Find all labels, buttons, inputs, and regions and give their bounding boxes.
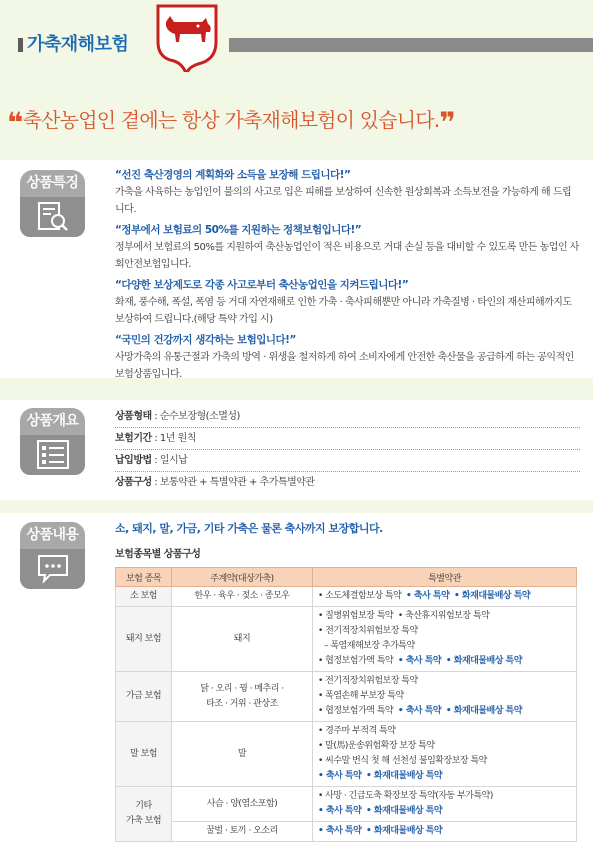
table-cell-category: 소 보험 — [116, 587, 172, 607]
feature-body: 가축을 사육하는 농업인이 불의의 사고로 입은 피해를 보상하여 신속한 원상회복과 소득보전을 가능하게 해 드립니다. — [115, 187, 572, 215]
overview-label: 납입방법 — [115, 455, 152, 466]
overview-value: : 일시납 — [151, 455, 188, 466]
overview-label: 상품구성 — [115, 477, 152, 488]
overview-row — [115, 472, 580, 493]
contents-headline: 소, 돼지, 말, 가금, 기타 가축은 물론 축사까지 보장합니다. — [115, 522, 383, 535]
table-cell-category: 돼지 보험 — [116, 607, 172, 672]
product-table — [115, 567, 577, 842]
overview-label: 보험기간 — [115, 433, 152, 444]
table-header: 주계약(대상가축) — [172, 568, 313, 587]
table-cell-riders: • 경주마 부적격 특약 • 말(馬)운송위험확장 보장 특약 • 씨수말 번식 첫 해 선천성 불임확장보장 특약 • 축사 특약 • 화재대물배상 특약 — [313, 722, 577, 787]
table-cell-riders: • 질병위험보장 특약 • 축산휴지위험보장 특약 • 전기적장치위험보장 특약 – 폭염재해보장 추가특약 • 협정보험가액 특약 • 축사 특약 • 화재대물배상 특약 — [313, 607, 577, 672]
overview-row — [115, 406, 580, 428]
cow-icon — [152, 2, 222, 72]
header-bar-right — [229, 38, 593, 52]
overview-row — [115, 428, 580, 450]
header-bar-left — [18, 38, 23, 52]
table-cell-category: 말 보험 — [116, 722, 172, 787]
table-header: 보험 종목 — [116, 568, 172, 587]
overview-row — [115, 450, 580, 472]
checklist-icon — [36, 439, 70, 471]
table-cell-riders: • 축사 특약 • 화재대물배상 특약 — [313, 822, 577, 842]
feature-heading: “정부에서 보험료의 50%를 지원하는 정책보험입니다!” — [115, 224, 362, 236]
page-title: 가축재해보험 — [27, 34, 129, 55]
contents-badge-label: 상품내용 — [20, 522, 85, 549]
overview-value: : 1년 원칙 — [151, 433, 196, 444]
quote-close-mark: ❞ — [439, 106, 455, 139]
quote-open-mark: ❝ — [7, 106, 23, 139]
table-row — [116, 587, 577, 607]
table-cell-animal: 사슴 · 양(염소포함) — [172, 787, 313, 822]
features-badge — [20, 170, 85, 237]
contents-badge — [20, 522, 85, 589]
features-list — [115, 167, 580, 383]
table-header: 특별약관 — [313, 568, 577, 587]
table-row — [116, 672, 577, 722]
feature-body: 정부에서 보험료의 50%를 지원하여 축산농업인이 적은 비용으로 거대 손실 등을 대비할 수 있도록 만든 농업인 사회안전보험입니다. — [115, 242, 579, 270]
tagline — [7, 104, 455, 139]
table-row — [116, 722, 577, 787]
features-badge-label: 상품특징 — [20, 170, 85, 197]
overview-value: : 보통약관 + 특별약관 + 추가특별약관 — [151, 477, 315, 488]
tagline-text: 축산농업인 곁에는 항상 가축재해보험이 있습니다. — [22, 108, 440, 132]
feature-heading: “선진 축산경영의 계획화와 소득을 보장해 드립니다!” — [115, 169, 351, 181]
table-header-row — [116, 568, 577, 587]
table-row — [116, 607, 577, 672]
feature-heading: “다양한 보상제도로 각종 사고로부터 축산농업인을 지켜드립니다!” — [115, 279, 409, 291]
table-row — [116, 822, 577, 842]
table-row — [116, 787, 577, 822]
table-cell-riders: • 사망 · 긴급도축 확장보장 특약(자동 부가특약) • 축사 특약 • 화재대물배상 특약 — [313, 787, 577, 822]
table-cell-category: 가금 보험 — [116, 672, 172, 722]
speech-bubble-icon — [36, 553, 70, 585]
overview-list — [115, 406, 580, 493]
header — [0, 0, 593, 160]
table-cell-riders: • 전기적장치위험보장 특약 • 폭염손해 부보장 특약 • 협정보험가액 특약 • 축사 특약 • 화재대물배상 특약 — [313, 672, 577, 722]
feature-body: 화재, 풍수해, 폭설, 폭염 등 거대 자연재해로 인한 가축 · 축사피해뿐만 아니라 가축질병 · 타인의 재산피해까지도 보상하여 드립니다.(해당 특약 가입 시) — [115, 297, 572, 325]
table-cell-animal: 한우 · 육우 · 젖소 · 종모우 — [172, 587, 313, 607]
table-cell-riders: • 소도체결함보상 특약 • 축사 특약 • 화재대물배상 특약 — [313, 587, 577, 607]
table-cell-animal: 말 — [172, 722, 313, 787]
table-cell-animal: 돼지 — [172, 607, 313, 672]
document-search-icon — [36, 201, 70, 233]
table-cell-category: 기타 가축 보험 — [116, 787, 172, 842]
overview-badge-label: 상품개요 — [20, 408, 85, 435]
feature-heading: “국민의 건강까지 생각하는 보험입니다!” — [115, 334, 296, 346]
overview-badge — [20, 408, 85, 475]
overview-value: : 순수보장형(소멸성) — [151, 411, 240, 422]
feature-body: 사망가축의 유통근절과 가축의 방역 · 위생을 철저하게 하여 소비자에게 안전한 축산물을 공급하게 하는 공익적인 보험상품입니다. — [115, 352, 574, 380]
overview-label: 상품형태 — [115, 411, 152, 422]
contents-subhead: 보험종목별 상품구성 — [115, 549, 201, 560]
table-cell-animal: 꿀벌 · 토끼 · 오소리 — [172, 822, 313, 842]
table-cell-animal: 닭 · 오리 · 꿩 · 메추리 · 타조 · 거위 · 관상조 — [172, 672, 313, 722]
